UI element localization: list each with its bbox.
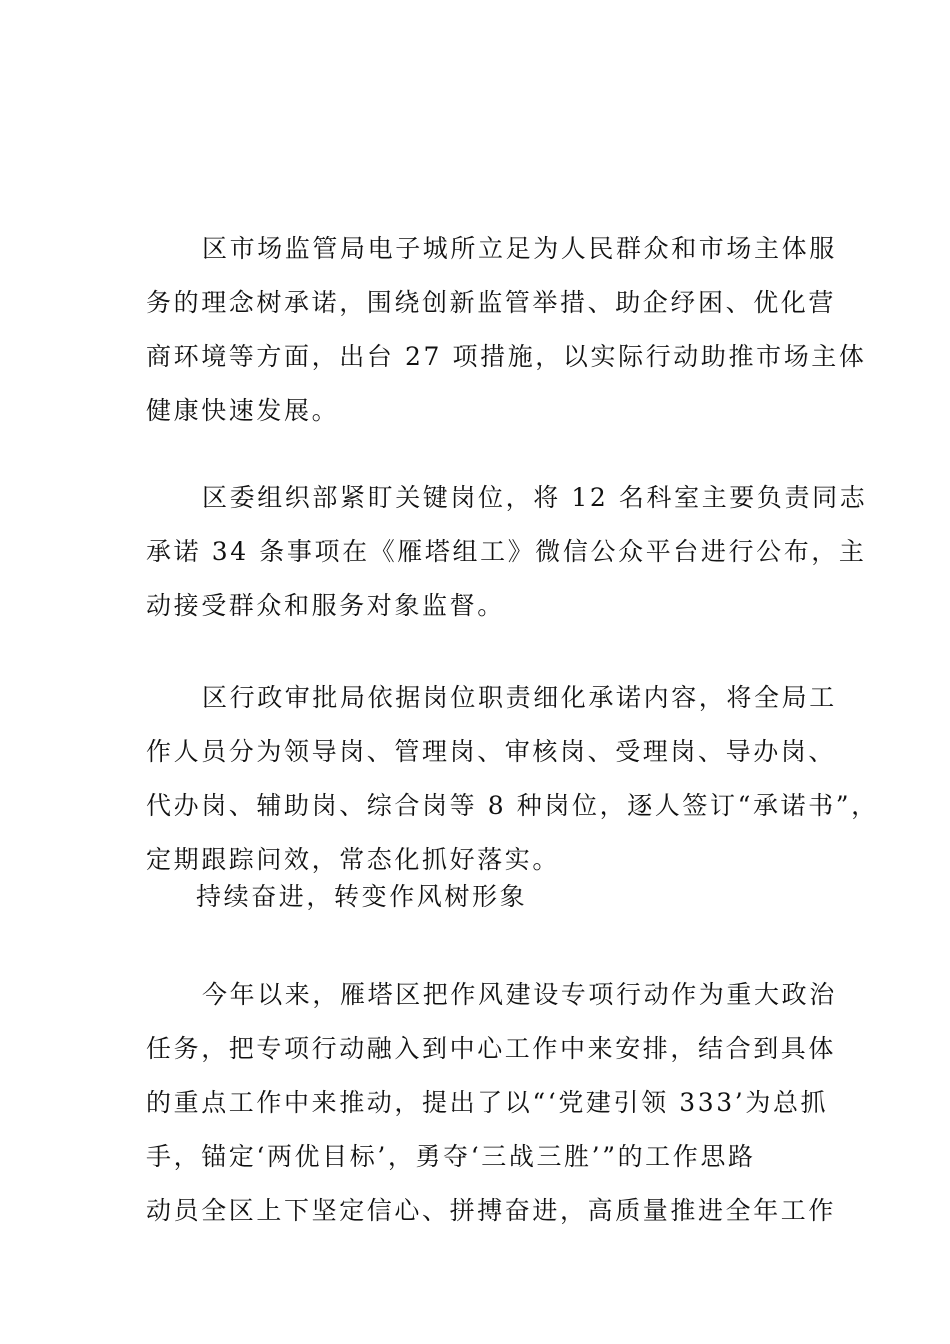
paragraph-market-supervision <box>146 222 867 438</box>
paragraph-line: 的重点工作中来推动，提出了以“‘党建引领 333’为总抓 <box>146 1088 829 1117</box>
paragraph-line: 承诺 34 条事项在《雁塔组工》微信公众平台进行公布，主 <box>146 537 867 566</box>
paragraph-line: 区行政审批局依据岗位职责细化承诺内容，将全局工 <box>202 683 837 712</box>
paragraph-work-style <box>146 968 837 1238</box>
paragraph-line: 区市场监管局电子城所立足为人民群众和市场主体服 <box>202 234 837 263</box>
paragraph-line: 健康快速发展。 <box>146 396 340 425</box>
paragraph-line: 任务，把专项行动融入到中心工作中来安排，结合到具体 <box>146 1034 837 1063</box>
paragraph-organization-department <box>146 471 868 633</box>
paragraph-line: 代办岗、辅助岗、综合岗等 8 种岗位，逐人签订“承诺书”， <box>146 791 879 820</box>
paragraph-line: 定期跟踪问效，常态化抓好落实。 <box>146 845 561 874</box>
paragraph-administrative-approval <box>146 671 879 887</box>
paragraph-line: 动接受群众和服务对象监督。 <box>146 591 505 620</box>
paragraph-line: 动员全区上下坚定信心、拼搏奋进，高质量推进全年工作 <box>146 1196 837 1225</box>
paragraph-line: 务的理念树承诺，围绕创新监管举措、助企纾困、优化营 <box>146 288 837 317</box>
section-heading: 持续奋进，转变作风树形象 <box>196 882 528 911</box>
paragraph-line: 手，锚定‘两优目标’，勇夺‘三战三胜’”的工作思路 <box>146 1142 756 1171</box>
paragraph-line: 商环境等方面，出台 27 项措施，以实际行动助推市场主体 <box>146 342 867 371</box>
paragraph-line: 今年以来，雁塔区把作风建设专项行动作为重大政治 <box>202 980 837 1009</box>
paragraph-line: 区委组织部紧盯关键岗位，将 12 名科室主要负责同志 <box>202 483 868 512</box>
paragraph-line: 作人员分为领导岗、管理岗、审核岗、受理岗、导办岗、 <box>146 737 837 766</box>
